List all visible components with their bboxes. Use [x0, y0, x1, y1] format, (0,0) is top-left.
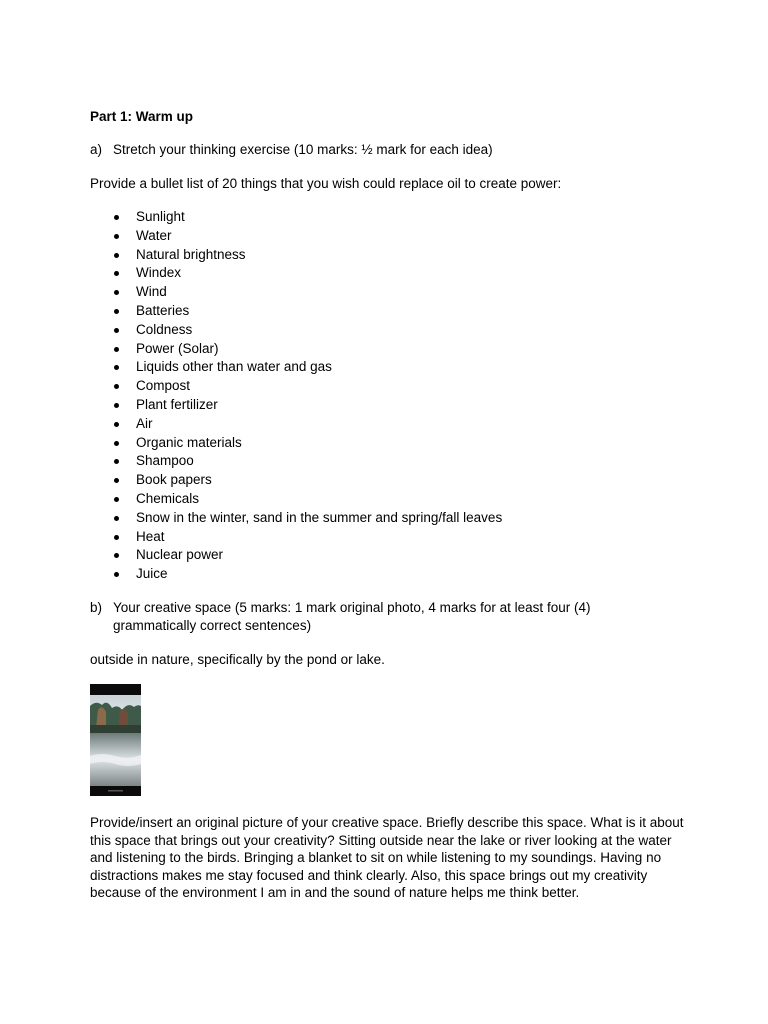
bullet-icon	[114, 478, 119, 483]
replacement-ideas-list	[110, 208, 502, 584]
section-b-title	[90, 599, 630, 635]
list-item	[110, 264, 502, 283]
list-item-text: Snow in the winter, sand in the summer and spring/fall leaves	[136, 509, 503, 525]
list-item-text: Natural brightness	[136, 246, 246, 262]
list-item-text: Windex	[136, 265, 182, 281]
bullet-icon	[114, 290, 119, 295]
list-item-text: Plant fertilizer	[136, 396, 218, 412]
list-item-text: Coldness	[136, 321, 193, 337]
creative-space-photo	[90, 684, 141, 796]
section-b-title-line1: Your creative space (5 marks: 1 mark original photo, 4 marks for at least four (4)	[113, 600, 591, 615]
section-b-title-line2: grammatically correct sentences)	[113, 618, 312, 633]
creative-space-location: outside in nature, specifically by the pond or lake.	[90, 652, 385, 667]
list-item	[110, 452, 502, 471]
bullet-icon	[114, 497, 119, 502]
bullet-icon	[114, 347, 119, 352]
bullet-icon	[114, 234, 119, 239]
section-a-marker: a)	[90, 142, 103, 157]
list-item-text: Power (Solar)	[136, 340, 219, 356]
list-item	[110, 246, 502, 265]
list-item-text: Batteries	[136, 302, 190, 318]
bullet-icon	[114, 535, 119, 540]
list-item-text: Heat	[136, 528, 165, 544]
list-item-text: Nuclear power	[136, 547, 224, 563]
bullet-icon	[114, 384, 119, 389]
list-item-text: Liquids other than water and gas	[136, 359, 332, 375]
bullet-icon	[114, 572, 119, 577]
list-item	[110, 227, 502, 246]
creative-space-description: Provide/insert an original picture of your creative space. Briefly describe this space. What is it about this space that brings out your creativity? Sitting outside near the lake or river looking at the water and listening to the birds. Bringing a blanket to sit on while listening to my soundings. Having no distractions makes me stay focused and think clearly. Also, this space brings out my creativity because of the environment I am in and the sound of nature helps me think better.	[90, 815, 684, 901]
bullet-icon	[114, 441, 119, 446]
bullet-icon	[114, 328, 119, 333]
list-item	[110, 208, 502, 227]
list-item	[110, 340, 502, 359]
list-item	[110, 490, 502, 509]
part-heading: Part 1: Warm up	[90, 109, 194, 124]
list-item	[110, 377, 502, 396]
section-a-prompt: Provide a bullet list of 20 things that you wish could replace oil to create power:	[90, 176, 562, 191]
list-item-text: Juice	[136, 566, 168, 582]
bullet-icon	[114, 553, 119, 558]
bullet-icon	[114, 422, 119, 427]
bullet-icon	[114, 271, 119, 276]
list-item	[110, 415, 502, 434]
bullet-icon	[114, 215, 119, 220]
list-item-text: Sunlight	[136, 209, 185, 224]
bullet-icon	[114, 459, 119, 464]
list-item-text: Shampoo	[136, 453, 194, 469]
list-item	[110, 302, 502, 321]
section-a-title	[90, 141, 493, 159]
list-item	[110, 434, 502, 453]
list-item	[110, 396, 502, 415]
section-b-marker: b)	[90, 600, 103, 615]
list-item-text: Water	[136, 227, 172, 243]
bullet-icon	[114, 516, 119, 521]
bullet-icon	[114, 365, 119, 370]
bullet-icon	[114, 403, 119, 408]
list-item-text: Wind	[136, 284, 167, 300]
list-item-text: Compost	[136, 378, 191, 394]
list-item-text: Chemicals	[136, 490, 200, 506]
list-item	[110, 546, 502, 565]
bullet-icon	[114, 309, 119, 314]
list-item	[110, 321, 502, 340]
bullet-icon	[114, 253, 119, 258]
list-item	[110, 528, 502, 547]
section-a-title-text: Stretch your thinking exercise (10 marks: ½ mark for each idea)	[113, 142, 493, 157]
list-item	[110, 283, 502, 302]
list-item	[110, 471, 502, 490]
list-item	[110, 358, 502, 377]
list-item-text: Book papers	[136, 472, 212, 488]
lake-photo-icon	[90, 684, 141, 796]
list-item-text: Air	[136, 415, 153, 431]
list-item	[110, 509, 502, 528]
list-item-text: Organic materials	[136, 434, 242, 450]
list-item	[110, 565, 502, 584]
